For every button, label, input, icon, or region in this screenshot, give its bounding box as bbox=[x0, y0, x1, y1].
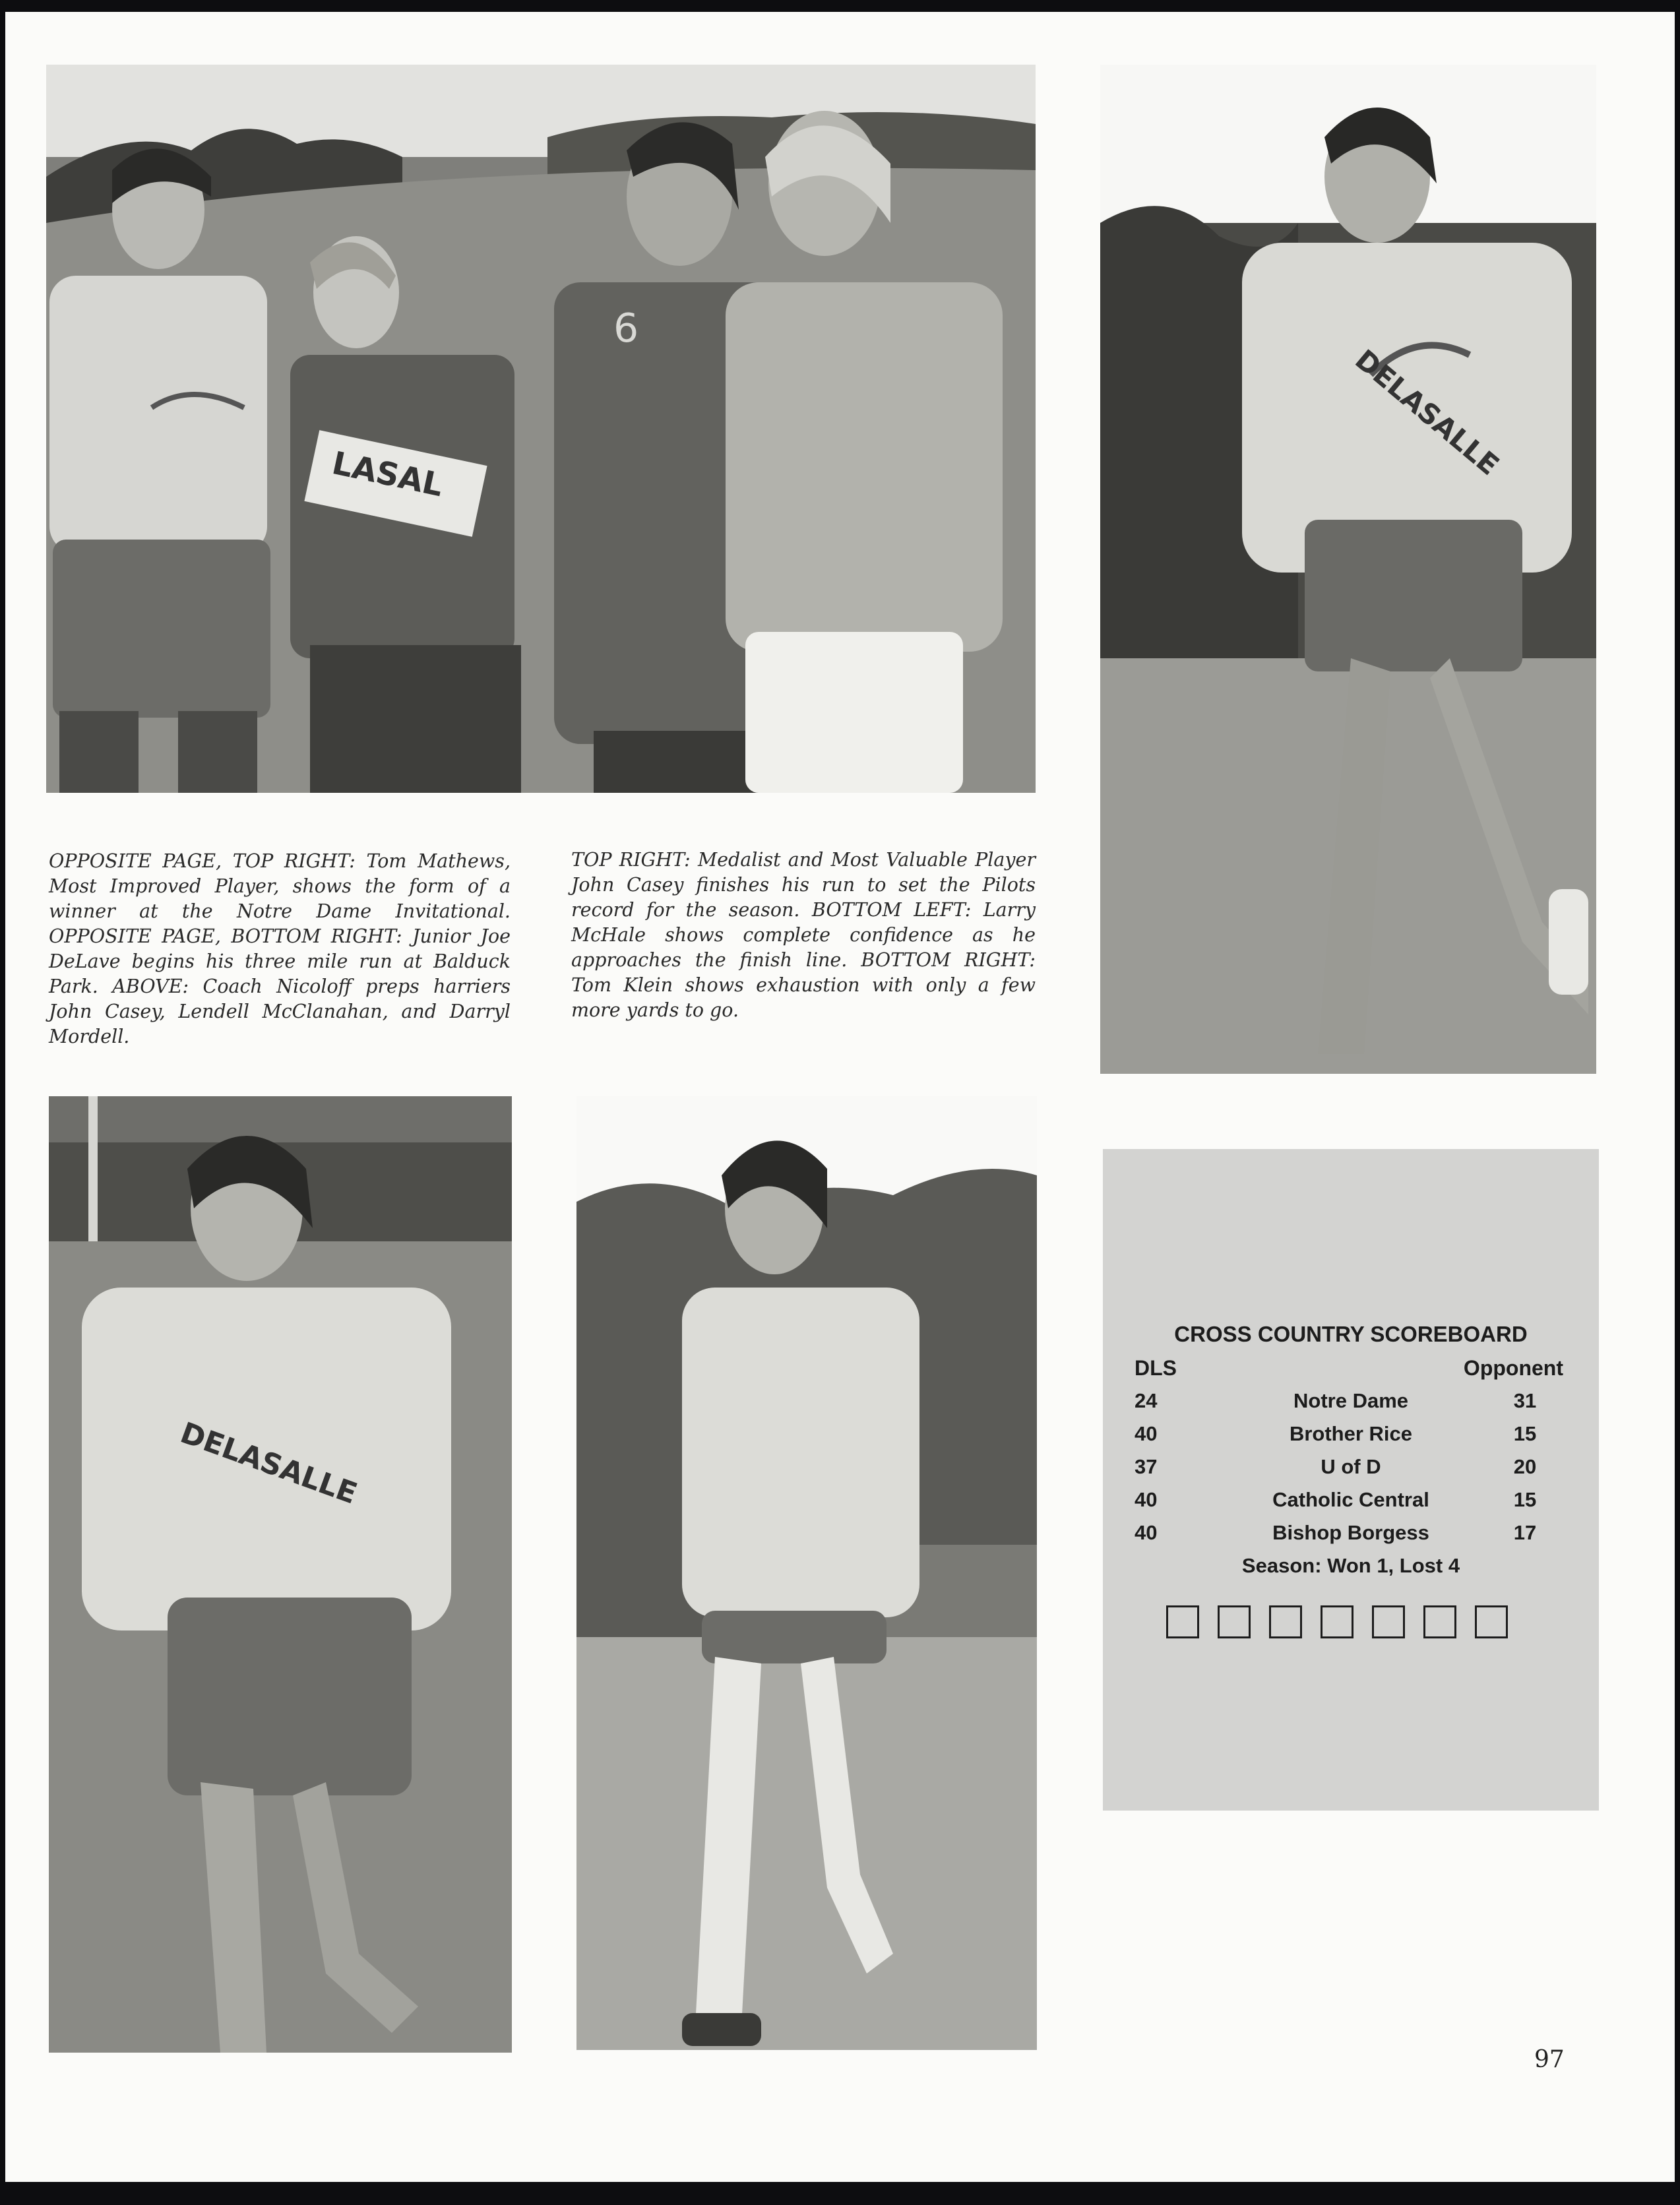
photo-john-casey-running bbox=[1100, 65, 1596, 1074]
scoreboard-row bbox=[1103, 1422, 1599, 1455]
opponent-score: 31 bbox=[1513, 1389, 1537, 1412]
season-record: Season: Won 1, Lost 4 bbox=[1241, 1554, 1460, 1577]
decorative-box bbox=[1372, 1605, 1405, 1638]
decorative-box bbox=[1423, 1605, 1456, 1638]
decorative-box bbox=[1269, 1605, 1302, 1638]
opponent-column-header: Opponent bbox=[1463, 1356, 1563, 1380]
opponent-score: 15 bbox=[1513, 1488, 1537, 1511]
opponent-score: 17 bbox=[1513, 1521, 1537, 1544]
scoreboard-row bbox=[1103, 1389, 1599, 1422]
opponent-name: Bishop Borgess bbox=[1272, 1521, 1429, 1544]
dls-score: 24 bbox=[1135, 1389, 1158, 1412]
decorative-box bbox=[1166, 1605, 1199, 1638]
runner-jersey-text: LASAL bbox=[328, 445, 447, 505]
cross-country-scoreboard bbox=[1103, 1149, 1599, 1811]
coach-jacket-number: 6 bbox=[613, 305, 639, 352]
photo-larry-mchale-running bbox=[49, 1096, 512, 2053]
decorative-box bbox=[1475, 1605, 1508, 1638]
decorative-box-row bbox=[1166, 1605, 1508, 1638]
scoreboard-row bbox=[1103, 1488, 1599, 1521]
dls-score: 40 bbox=[1135, 1422, 1158, 1445]
page-number: 97 bbox=[1534, 2046, 1565, 2073]
opponent-score: 20 bbox=[1513, 1455, 1537, 1478]
caption-right: TOP RIGHT: Medalist and Most Valuable Player John Casey finishes his run to set the Pilots record for the season. BOTTOM LEFT: Larry McHale shows complete confidence as he approaches the finish line. BOTTOM RIGHT: Tom Klein shows exhaustion with only a few more yards to go. bbox=[571, 849, 1036, 1021]
dls-column-header: DLS bbox=[1135, 1356, 1177, 1380]
photo-coach-and-harriers bbox=[46, 65, 1036, 793]
photo-tom-klein-running bbox=[576, 1096, 1037, 2050]
opponent-score: 15 bbox=[1513, 1422, 1537, 1445]
opponent-name: Brother Rice bbox=[1289, 1422, 1413, 1445]
opponent-name: Notre Dame bbox=[1293, 1389, 1408, 1412]
scoreboard-row bbox=[1103, 1521, 1599, 1554]
decorative-box bbox=[1321, 1605, 1353, 1638]
scoreboard-title: CROSS COUNTRY SCOREBOARD bbox=[1174, 1322, 1528, 1346]
dls-score: 40 bbox=[1135, 1488, 1158, 1511]
dls-score: 37 bbox=[1135, 1455, 1158, 1478]
opponent-name: U of D bbox=[1321, 1455, 1381, 1478]
runner-jersey-text: DELASALLE bbox=[175, 1415, 361, 1511]
opponent-name: Catholic Central bbox=[1272, 1488, 1429, 1511]
runner-jersey-text: DELASALLE bbox=[1349, 343, 1505, 482]
scoreboard-row bbox=[1103, 1455, 1599, 1488]
decorative-box bbox=[1218, 1605, 1251, 1638]
caption-left: OPPOSITE PAGE, TOP RIGHT: Tom Mathews, Most Improved Player, shows the form of a winner at the Notre Dame Invitational. OPPOSITE PAGE, BOTTOM RIGHT: Junior Joe DeLave begins his three mile run at Balduck Park. ABOVE: Coach Nicoloff preps harriers John Casey, Lendell McClanahan, and Darryl Mordell. bbox=[49, 850, 511, 1047]
dls-score: 40 bbox=[1135, 1521, 1158, 1544]
